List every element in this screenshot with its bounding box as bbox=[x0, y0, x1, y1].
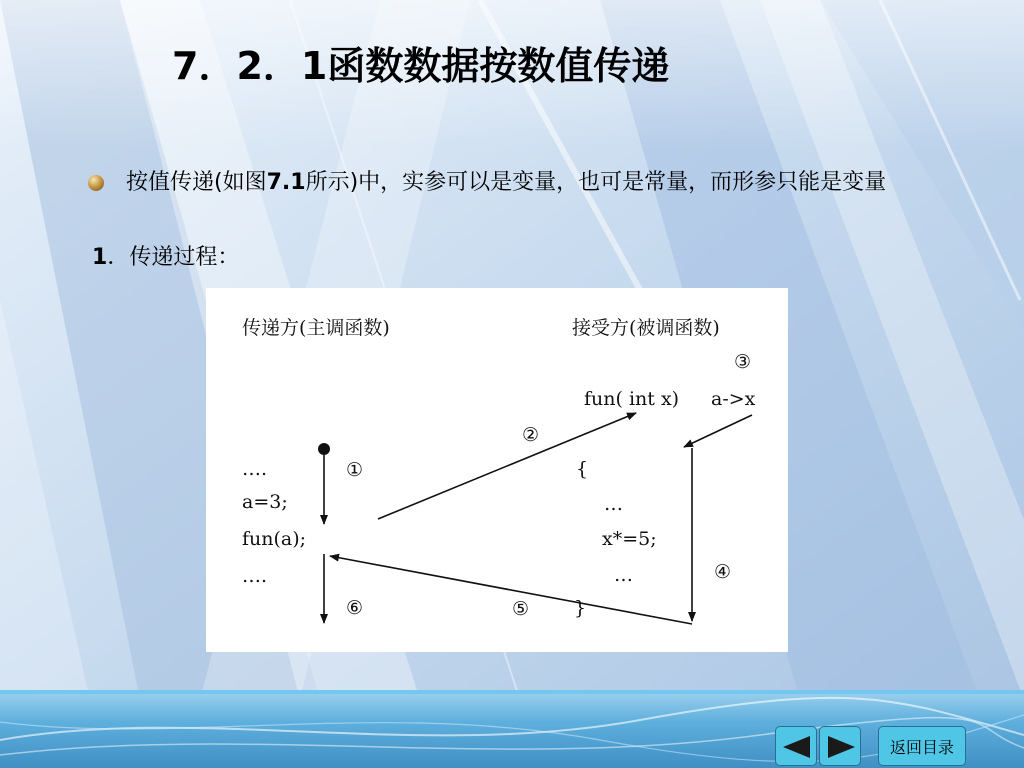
next-slide-button[interactable] bbox=[819, 726, 861, 766]
caller-code-line: fun(a); bbox=[242, 528, 307, 550]
arrow-3 bbox=[684, 415, 752, 447]
callee-code-line: } bbox=[574, 597, 587, 619]
parameter-passing-figure bbox=[206, 288, 788, 652]
callee-code-line: x*=5; bbox=[602, 528, 657, 550]
marker-6: ⑥ bbox=[346, 597, 364, 619]
left-triangle-icon bbox=[783, 736, 810, 758]
bullet-icon bbox=[88, 175, 104, 191]
caller-code-line: a=3; bbox=[242, 491, 288, 513]
marker-3: ③ bbox=[734, 351, 752, 373]
bullet-text bbox=[126, 166, 938, 199]
back-to-contents-button[interactable]: 返回目录 bbox=[878, 726, 966, 766]
bullet-figure-ref: 7.1 bbox=[266, 170, 306, 195]
right-triangle-icon bbox=[828, 736, 855, 758]
callee-code-line: { bbox=[576, 458, 589, 480]
marker-2: ② bbox=[522, 424, 540, 446]
previous-slide-button[interactable] bbox=[775, 726, 817, 766]
marker-5: ⑤ bbox=[512, 598, 530, 620]
slide-title: 7．2．1函数数据按数值传递 bbox=[172, 44, 670, 88]
bullet-text-suffix: 所示)中，实参可以是变量，也可是常量，而形参只能是变量 bbox=[305, 170, 887, 195]
step-heading bbox=[92, 242, 239, 274]
caller-heading: 传递方(主调函数) bbox=[242, 317, 390, 339]
marker-4: ④ bbox=[714, 561, 732, 583]
callee-code-line: … bbox=[614, 564, 633, 586]
assignment-label: a->x bbox=[711, 388, 756, 410]
callee-signature: fun( int x) bbox=[584, 388, 680, 410]
caller-code-line: …. bbox=[242, 458, 268, 480]
marker-1: ① bbox=[346, 459, 364, 481]
step-number: 1 bbox=[92, 245, 108, 270]
callee-heading: 接受方(被调函数) bbox=[572, 317, 720, 339]
step-label: ．传递过程： bbox=[107, 245, 240, 270]
start-dot bbox=[318, 443, 330, 455]
bullet-text-prefix: 按值传递(如图 bbox=[126, 170, 267, 195]
callee-code-line: … bbox=[604, 493, 623, 515]
arrow-2 bbox=[378, 413, 636, 519]
arrow-5 bbox=[330, 556, 692, 624]
caller-code-line: …. bbox=[242, 565, 268, 587]
